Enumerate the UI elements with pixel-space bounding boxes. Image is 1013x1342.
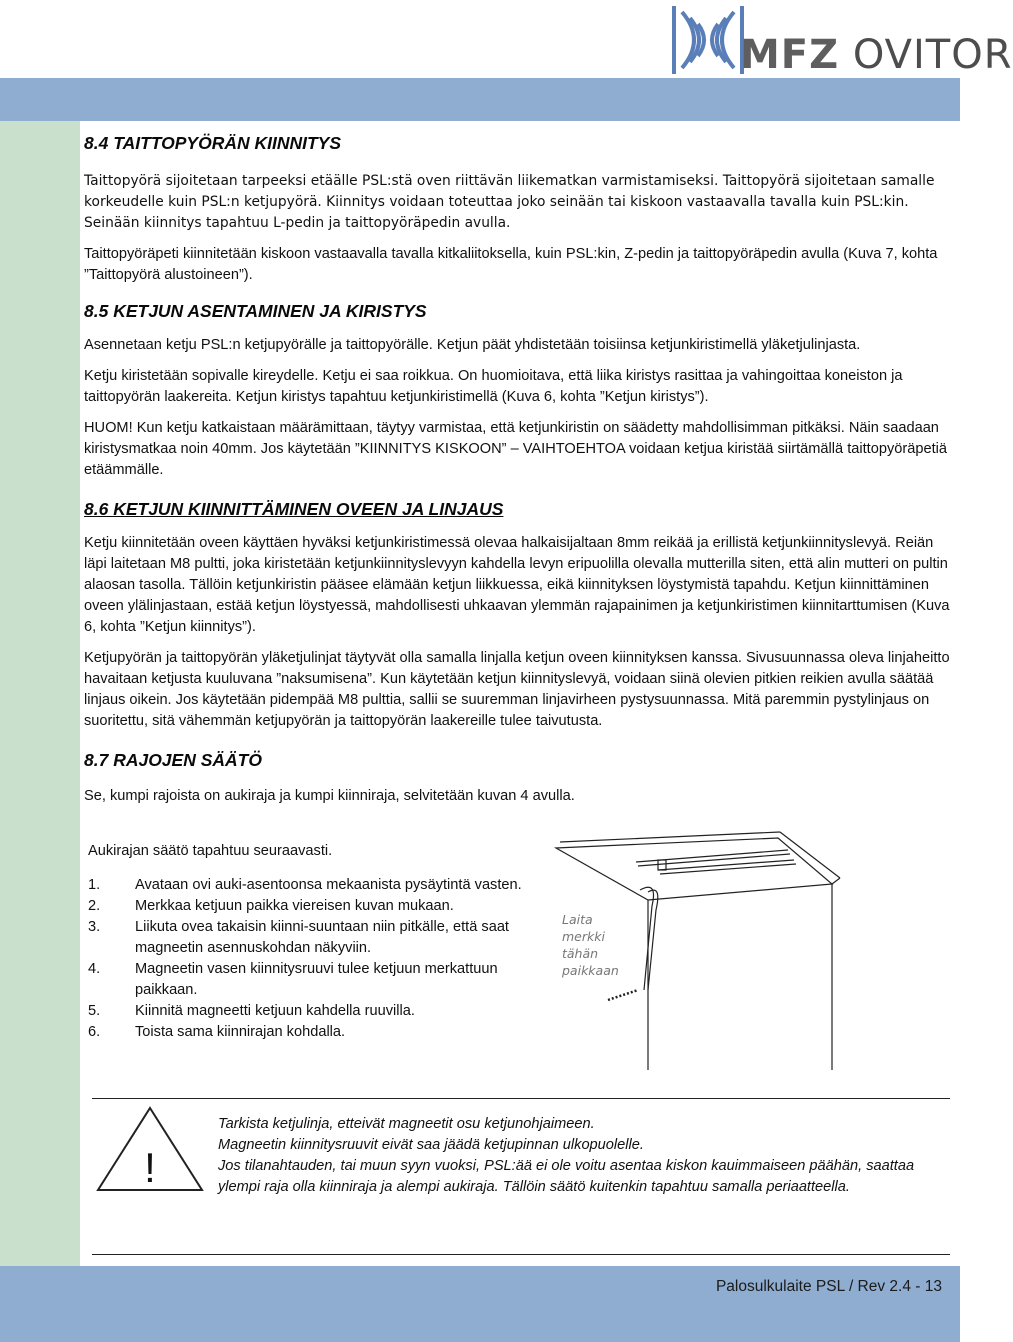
left-margin-band — [0, 121, 80, 1266]
company-logo — [740, 32, 1013, 78]
step-number: 4. — [88, 961, 101, 977]
section-8-5-paragraph-1: Asennetaan ketju PSL:n ketjupyörälle ja taittopyörälle. Ketjun päät yhdistetään toisiinsa ketjunkiristimellä yläketjulinjasta. — [84, 337, 861, 353]
section-8-4-paragraph-1: Taittopyörä sijoitetaan tarpeeksi etäälle PSL:stä oven riittävän liikematkan varmistamiseksi. Taittopyörä sijoitetaan samalle korkeudelle kuin PSL:n ketjupyörä. Kiinnitys voidaan toteuttaa joko seinään tai kiskoon vastaavalla tavalla kuin PSL:kin. Seinään kiinnitys tapahtuu L-pedin ja taittopyöräpedin avulla. — [84, 173, 935, 231]
page-footer: Palosulkulaite PSL / Rev 2.4 - 13 — [715, 1278, 942, 1295]
list-item — [88, 959, 558, 1001]
warning-text — [218, 1114, 948, 1198]
warning-line-2: Magneetin kiinnitysruuvit eivät saa jäädä ketjupinnan ulkopuolelle. — [218, 1137, 644, 1153]
aukiraja-intro: Aukirajan säätö tapahtuu seuraavasti. — [88, 843, 333, 859]
section-8-5-paragraph-3: HUOM! Kun ketju katkaistaan määrämittaan, täytyy varmistaa, että ketjunkiristin on säädetty mahdollisimman pitkäksi. Näin saadaan kiristysmatkaa noin 40mm. Jos käytetään ”KIINNITYS KISKOON” – VAIHTOEHTOA voidaan ketjua kiristää siirtämällä taittopyöräpetiä etäämmälle. — [84, 420, 947, 478]
header-band — [0, 78, 960, 121]
section-8-6-paragraph-1: Ketju kiinnitetään oveen käyttäen hyväksi ketjunkiristimessä olevaa halkaisijaltaan 8mm reikää ja erillistä ketjunkiinnityslevyä. Reiän läpi laitetaan M8 pultti, joka kiristetään ketjunkiinnityslevyyn kahdella levyn eripuolilla olevalla mutterilla siten, että alin mutteri on pultin alaosan tasolla. Tällöin ketjunkiristin pääsee elämään ketjun liikkuessa, eikä kiinnityksen löystymistä tapahdu. Ketjun kiinnittäminen oveen ylälinjastaan, estää ketjun löystyessä, mahdollisesti uhkaavan ylemmän rajapainimen ja ketjunkiristimen kiinnitarttumisen (Kuva 6, kohta ”Ketjun kiinnitys”). — [84, 535, 950, 635]
section-8-6-title: 8.6 KETJUN KIINNITTÄMINEN OVEEN JA LINJAUS — [84, 499, 504, 519]
chain-mark-sketch — [548, 830, 848, 1070]
aukiraja-instructions — [88, 841, 568, 1043]
step-text: Merkkaa ketjuun paikka viereisen kuvan mukaan. — [135, 898, 454, 914]
step-text: Liikuta ovea takaisin kiinni-suuntaan niin pitkälle, että saat magneetin asennuskohdan näkyviin. — [135, 919, 509, 956]
step-number: 5. — [88, 1003, 101, 1019]
warning-triangle-icon — [94, 1104, 206, 1194]
step-number: 2. — [88, 898, 101, 914]
step-text: Magneetin vasen kiinnitysruuvi tulee ketjuun merkattuun paikkaan. — [135, 961, 498, 998]
warning-top-rule — [92, 1098, 950, 1099]
warning-symbol: ! — [144, 1144, 156, 1191]
step-number: 3. — [88, 919, 101, 935]
list-item — [88, 917, 558, 959]
logo-brand-rest: OVITOR — [852, 32, 1013, 78]
warning-line-3: Jos tilanahtauden, tai muun syyn vuoksi, PSL:ää ei ole voitu asentaa kiskon kauimmaiseen päähän, saattaa ylempi raja olla kiinniraja ja alempi aukiraja. Tällöin säätö kuitenkin tapahtuu samalla periaatteella. — [218, 1158, 915, 1195]
section-8-7-paragraph-1: Se, kumpi rajoista on aukiraja ja kumpi kiinniraja, selvitetään kuvan 4 avulla. — [84, 788, 575, 804]
list-item — [88, 875, 568, 896]
list-item — [88, 896, 568, 917]
step-text: Avataan ovi auki-asentoonsa mekaanista pysäytintä vasten. — [135, 877, 522, 893]
step-text: Kiinnitä magneetti ketjuun kahdella ruuvilla. — [135, 1003, 415, 1019]
section-8-7-title: 8.7 RAJOJEN SÄÄTÖ — [84, 750, 262, 770]
sketch-label-line-1: Laita — [562, 912, 593, 927]
step-text: Toista sama kiinnirajan kohdalla. — [135, 1024, 346, 1040]
sketch-label-line-3: tähän — [562, 946, 599, 961]
warning-bottom-rule — [92, 1254, 950, 1255]
list-item — [88, 1022, 568, 1043]
section-8-5-paragraph-2: Ketju kiristetään sopivalle kireydelle. Ketju ei saa roikkua. On huomioitava, että liika kiristys rasittaa ja vahingoittaa koneiston ja taittopyörän laakereita. Ketjun kiristys tapahtuu ketjunkiristimellä (Kuva 6, kohta ”Ketjun kiristys”). — [84, 368, 903, 405]
section-8-5-title: 8.5 KETJUN ASENTAMINEN JA KIRISTYS — [84, 301, 427, 321]
sketch-label-line-2: merkki — [562, 929, 605, 944]
step-number: 1. — [88, 877, 101, 893]
list-item — [88, 1001, 568, 1022]
main-content — [84, 131, 950, 807]
section-8-4-paragraph-2: Taittopyöräpeti kiinnitetään kiskoon vastaavalla tavalla kitkaliitoksella, kuin PSL:kin, Z-pedin ja taittopyöräpedin avulla (Kuva 7, kohta ”Taittopyörä alustoineen”). — [84, 246, 938, 283]
section-8-4-title: 8.4 TAITTOPYÖRÄN KIINNITYS — [84, 133, 342, 153]
step-number: 6. — [88, 1024, 101, 1040]
logo-mark-icon — [668, 2, 748, 78]
warning-line-1: Tarkista ketjulinja, etteivät magneetit osu ketjunohjaimeen. — [218, 1116, 595, 1132]
section-8-6-paragraph-2: Ketjupyörän ja taittopyörän yläketjulinjat täytyvät olla samalla linjalla ketjun oveen kiinnityksen kanssa. Sivusuunnassa oleva linjaheitto havaitaan ketjusta kuuluvana ”naksumisena”. Kun käytetään ketjun kiinnityslevyä, voidaan siinä olevien pitkien reikien avulla säätää linjaus oikein. Jos käytetään pidempää M8 pulttia, sallii se suuremman linjavirheen pystysuunnassa. Mitä paremmin pystylinjaus on suoritettu, sitä vähemmän ketjupyörän ja taittopyörän laakereille tulee taivutusta. — [84, 650, 950, 729]
aukiraja-steps — [88, 875, 568, 1043]
sketch-label-line-4: paikkaan — [562, 963, 619, 978]
logo-brand-bold: MFZ — [740, 32, 840, 78]
